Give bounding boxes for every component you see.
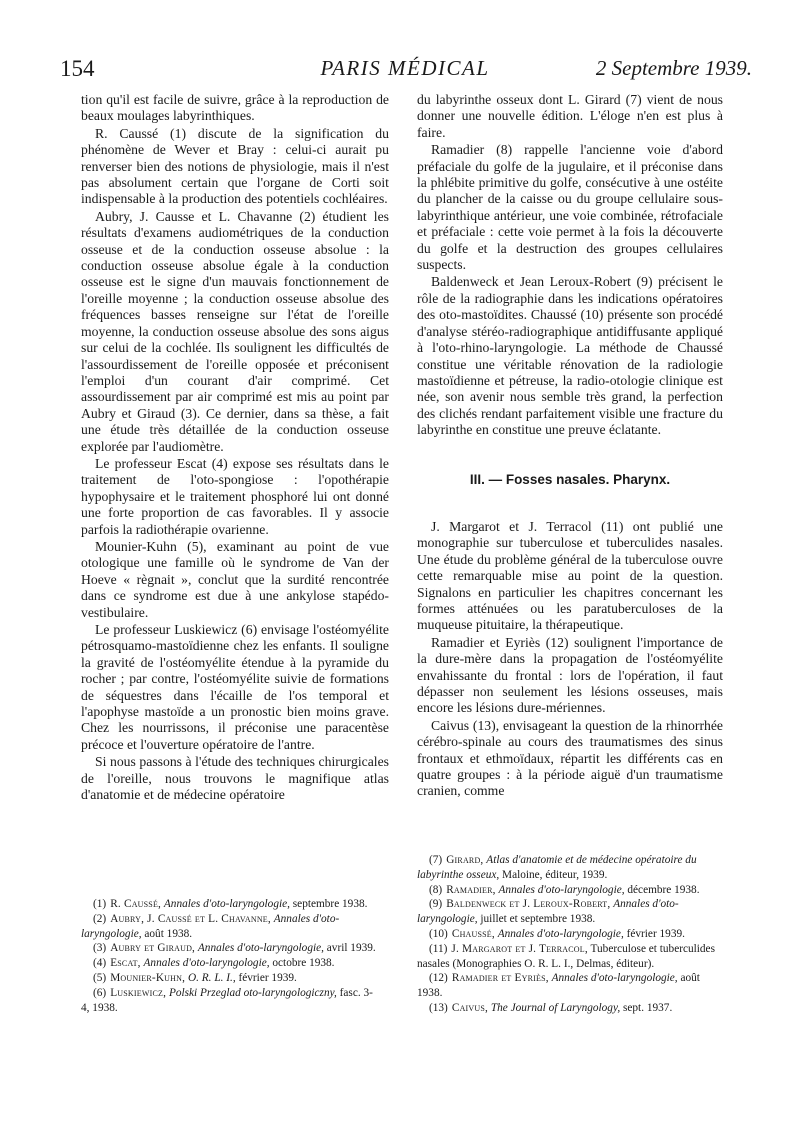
footnote — [417, 942, 727, 972]
paragraph: Caivus (13), envisageant la question de la rhinorrhée cérébro-spinale au cours des traumatismes des sinus frontaux et ethmoïdaux, répartit les différents cas en quatre groupes : à la période aiguë d'un traumatisme cranien, comme — [417, 717, 723, 799]
paragraph: Le professeur Escat (4) expose ses résultats dans le traitement de l'oto-spongiose : l'opothérapie hypophysaire et le traitement phosphoré lui ont donné une forte proportion de cas favorables. Il y associe parfois la radiothérapie ovarienne. — [81, 455, 389, 537]
paragraph: Si nous passons à l'étude des techniques chirurgicales de l'oreille, nous trouvons le magnifique atlas d'anatomie et de médecine opératoire — [81, 754, 389, 803]
footnote-journal: O. R. L. I., — [187, 971, 236, 984]
footnote — [81, 941, 381, 956]
footnote — [417, 927, 727, 942]
footnote-journal: Annales d'oto-laryngologie, — [197, 942, 324, 955]
footnote-number: (5) — [93, 971, 107, 984]
footnote-author: Caivus, — [451, 1001, 489, 1014]
footnote-number: (12) — [429, 972, 448, 985]
footnote-number: (4) — [93, 957, 107, 970]
footnote — [417, 1001, 727, 1016]
footnote — [417, 853, 727, 883]
footnote — [81, 986, 381, 1016]
footnote-journal: Annales d'oto-laryngologie, — [551, 972, 678, 985]
paragraph: tion qu'il est facile de suivre, grâce à la reproduction de beaux moulages labyrinthiques. — [81, 92, 389, 124]
footnote-details: octobre 1938. — [272, 957, 335, 970]
paragraph: du labyrinthe osseux dont L. Girard (7) vient de nous donner une nouvelle édition. L'éloge n'en est plus à faire. — [417, 92, 723, 140]
footnote-author: Ramadier et Eyriès, — [451, 972, 549, 985]
footnote-journal: Annales d'oto-laryngologie, — [497, 927, 624, 940]
footnote-details: février 1939. — [238, 971, 297, 984]
footnote-journal: Polski Przeglad oto-laryngologiczny, — [168, 986, 337, 999]
footnote-number: (8) — [429, 883, 443, 896]
journal-title: PARIS MÉDICAL — [320, 56, 490, 80]
footnote-details: décembre 1938. — [627, 883, 700, 896]
footnote — [417, 971, 727, 1001]
footnote-number: (1) — [93, 898, 107, 910]
footnote-details: août 1938. — [417, 972, 700, 1000]
footnote-journal: Annales d'oto-laryngologie, — [163, 898, 290, 910]
footnote-details: avril 1939. — [326, 942, 376, 955]
footnote-journal: The Journal of Laryngology, — [490, 1001, 621, 1014]
paragraph: Baldenweck et Jean Leroux-Robert (9) précisent le rôle de la radiographie dans les indications opératoires des oto-mastoïdites. Chaussé (10) présente son procédé d'analyse stéréo-radiographique antidiffusante appliqué à l'oto-rhino-laryngologie. La méthode de Chaussé constitue une véritable rénovation de la radiologie mastoïdienne et pétreuse, la radio-otologie clinique est née, son avenir nous semble très grand, la perfection des clichés rendant parfaitement visible une fracture du labyrinthe en constitue une preuve éclatante. — [417, 274, 723, 438]
footnote-author: Baldenweck et J. Leroux-Robert, — [446, 898, 611, 911]
footnotes-left — [81, 897, 381, 1015]
footnote-author: Aubry, J. Caussé et L. Chavanne, — [110, 912, 271, 925]
footnote-details: juillet et septembre 1938. — [480, 913, 596, 926]
section-heading: III. — Fosses nasales. Pharynx. — [469, 471, 671, 487]
footnote-author: Aubry et Giraud, — [110, 942, 196, 955]
paragraph: Aubry, J. Causse et L. Chavanne (2) étudient les résultats d'examens audiométriques de la conduction osseuse et de la conduction osseuse absolue : la conduction osseuse absolue égale à la conduction osseuse est le signe d'un mauvais fonctionnement de l'oreille moyenne ; la conduction osseuse absolue des fréquences basses renseigne sur l'état de l'oreille moyenne, la conduction osseuse absolue des sons aigus sur celui de la cochlée. Ils soulignent les difficultés de l'assourdissement de l'oreille opposée et préconisent l'emploi d'un courant d'air comprimé. Cet assourdissement par air comprimé est mis au point par Aubry et Giraud (3). Ce dernier, dans sa thèse, a fait une étude très détaillée de la conduction osseuse explorée par l'audiomètre. — [81, 208, 389, 454]
footnote-details: sept. 1937. — [623, 1001, 673, 1014]
footnote-author: R. Caussé, — [110, 898, 162, 910]
footnote — [81, 956, 381, 971]
paragraph: Mounier-Kuhn (5), examinant au point de vue otologique une famille où le syndrome de Van der Hoeve « règnait », conclut que la surdité rencontrée dans ce syndrome est due à une ankylose stapédo-vestibulaire. — [81, 538, 389, 620]
right-column — [417, 92, 723, 800]
paragraph: Le professeur Luskiewicz (6) envisage l'ostéomyélite pétrosquamo-mastoïdienne chez les enfants. Il souligne la gravité de l'ostéomyélite étendue à la pyramide du rocher ; par contre, l'ostéomyélite suivie de formations de séquestres dans l'écaille de l'os temporal et l'apophyse mastoïde a un pronostic bien moins grave. Chez les nourrissons, il préconise une paracentèse précoce et l'ouverture opératoire de l'antre. — [81, 622, 389, 752]
footnotes-right — [417, 853, 727, 1016]
footnote-number: (10) — [429, 927, 448, 940]
page-number: 154 — [60, 56, 95, 81]
footnote-journal: Annales d'oto-laryngologie, — [81, 912, 340, 940]
footnote-number: (2) — [93, 912, 107, 925]
footnote-author: Escat, — [110, 957, 141, 970]
paragraph: R. Caussé (1) discute de la signification du phénomène de Wever et Bray : celui-ci aurait pu renverser bien des notions de physiologie, mais il n'est pas absolument certain que l'organe de Corti soit indispensable à la production des potentiels cochléaires. — [81, 125, 389, 207]
footnote — [417, 883, 727, 898]
footnote-author: Mounier-Kuhn, — [110, 971, 186, 984]
footnote-details: fasc. 3-4, 1938. — [81, 986, 373, 1014]
footnote-journal: Atlas d'anatomie et de médecine opératoire du labyrinthe osseux, — [417, 854, 697, 881]
footnote-number: (6) — [93, 986, 107, 999]
footnote-author: Chaussé, — [451, 927, 495, 940]
footnote-author: Luskiewicz, — [110, 986, 167, 999]
footnote — [81, 897, 381, 912]
footnote-journal: Annales d'oto-laryngologie, — [143, 957, 270, 970]
footnote-journal: Annales d'oto-laryngologie, — [498, 883, 625, 896]
footnote-author: J. Margarot et J. Terracol, — [451, 942, 588, 955]
paragraph: J. Margarot et J. Terracol (11) ont publié une monographie sur tuberculose et tuberculides nasales. Une étude du problème général de la tuberculose ouvre cette remarquable mise au point de la question. Signalons en particulier les chapitres concernant les formes atténuées ou les paratuberculoses de la muqueuse pituitaire, la thérapeutique. — [417, 518, 723, 633]
footnote-journal: Annales d'oto-laryngologie, — [417, 898, 679, 926]
footnote-number: (13) — [429, 1001, 448, 1014]
page-header — [58, 56, 752, 86]
footnote-details: Maloine, éditeur, 1939. — [502, 868, 608, 881]
footnote-number: (11) — [429, 942, 448, 955]
paragraph: Ramadier et Eyriès (12) soulignent l'importance de la dure-mère dans la propagation de l'ostéomyélite envahissante du frontal : lors de l'opération, il faut dépasser non seulement les lésions osseuses, mais encore les lésions dure-mériennes. — [417, 634, 723, 716]
footnote-number: (9) — [429, 898, 443, 911]
footnote-author: Girard, — [446, 854, 484, 866]
issue-date: 2 Septembre 1939. — [595, 56, 752, 80]
footnote — [81, 971, 381, 986]
footnote — [417, 897, 727, 927]
paragraph: Ramadier (8) rappelle l'ancienne voie d'abord préfaciale du golfe de la jugulaire, et il préconise dans la phlébite primitive du golfe, consécutive à une ostéite du plancher de la caisse ou du groupe cellulaire sous-labyrinthique antérieur, une voie combinée, rétrofaciale et préfaciale : cette voie permet à la fois la découverte du golfe et la destruction des groupes cellulaires suspects. — [417, 142, 723, 273]
left-column — [81, 92, 389, 803]
footnote-number: (7) — [429, 854, 443, 866]
footnote-details: Tuberculose et tuberculides nasales (Monographies O. R. L. I., Delmas, éditeur). — [417, 942, 715, 970]
footnote — [81, 912, 381, 942]
footnote-details: septembre 1938. — [292, 898, 368, 910]
footnote-details: août 1938. — [144, 927, 193, 940]
footnote-author: Ramadier, — [446, 883, 496, 896]
footnote-number: (3) — [93, 942, 107, 955]
footnote-details: février 1939. — [626, 927, 685, 940]
